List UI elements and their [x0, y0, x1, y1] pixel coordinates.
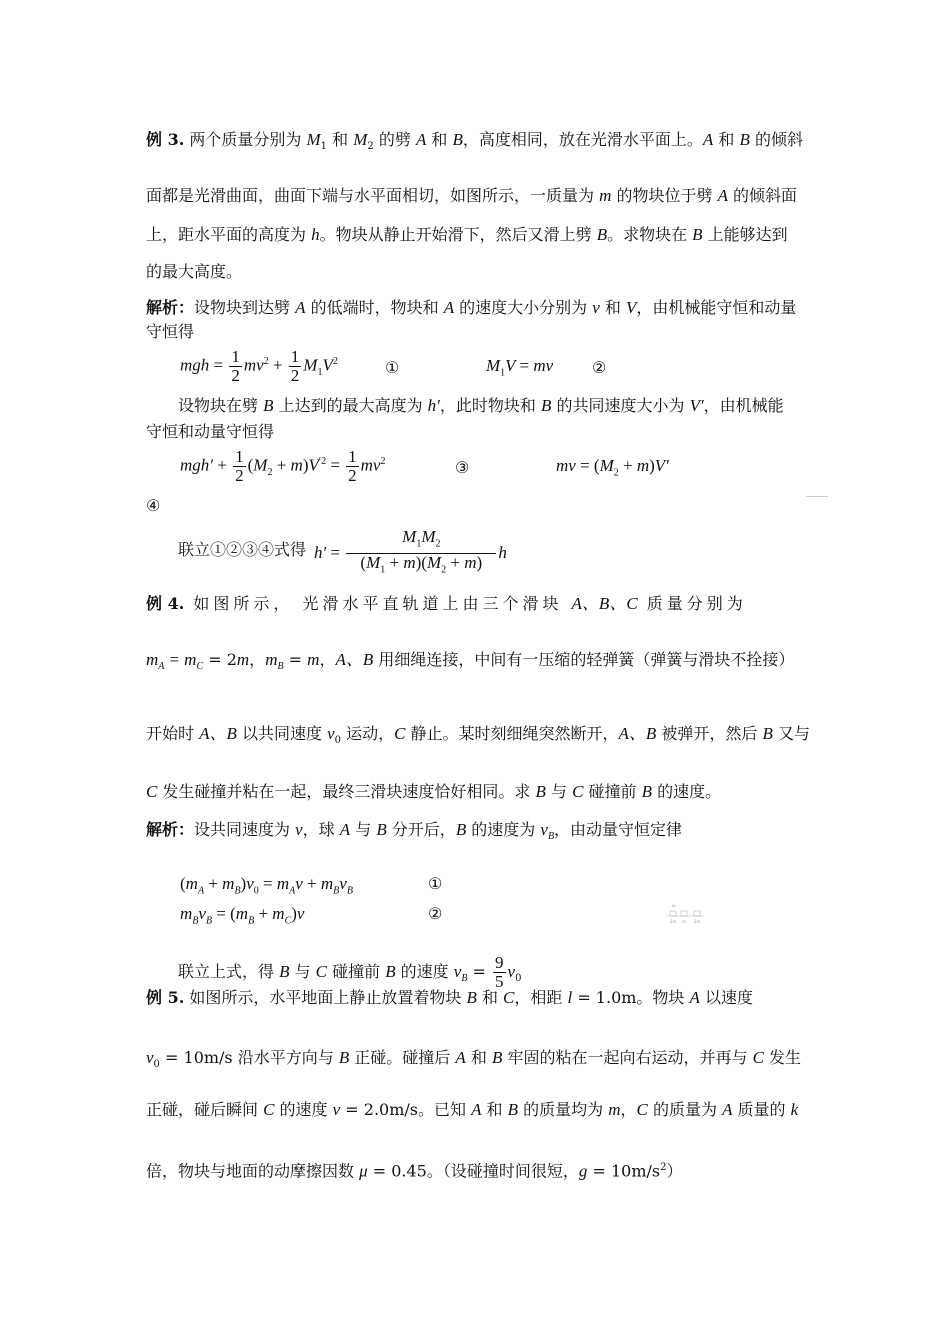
- equation-4-2-number: ②: [428, 904, 443, 923]
- equation-3: mgh′ + $\frac{1}{2}$ $(M_2 + m)V^{'2}$ = $\frac{1}{2}$ $mv^2$: [180, 447, 386, 485]
- example-3-line-3: 上，距水平面的高度为 h。物块从静止开始滑下，然后又滑上劈 B。求物块在 B 上能够达到: [146, 225, 788, 244]
- example-3-line-1: 例 3. 两个质量分别为 $M_1$ 和 $M_2$ 的劈 A 和 B，高度相同，放在光滑水平面上。A 和 B 的倾斜: [146, 130, 803, 153]
- equation-1: mgh = $\frac{1}{2}$ $mv^2$ + $\frac{1}{2}$ $M_1V^2$: [180, 347, 338, 385]
- solution-3-line-2: 守恒得: [146, 322, 195, 341]
- example-3-line-2: 面都是光滑曲面，曲面下端与水平面相切，如图所示，一质量为 m 的物块位于劈 A 的倾斜面: [146, 186, 798, 205]
- solution-3-result: h′ = $\frac{M_1M_2}{(M_1 + m)(M_2 + m)}$ h: [314, 527, 507, 576]
- figure-3-thumbnail: [806, 486, 828, 497]
- example-4-line-1: 例 4. 如图所示， 光滑水平直轨道上由三个滑块 A、B、C 质量分别为: [146, 594, 747, 613]
- solution-4-line-2: 联立上式，得 B 与 C 碰撞前 B 的速度 $v_B$ = $\frac{9}{5}$ $v_0$: [178, 953, 522, 991]
- equation-1-number: ①: [385, 358, 400, 377]
- figure-4-thumbnail: [664, 902, 706, 926]
- block-c: [694, 911, 700, 916]
- example-4-line-2: $m_A = m_C = 2m$，$m_B = m$，A、B 用细绳连接，中间有一压缩的轻弹簧（弹簧与滑块不拴接）: [146, 650, 795, 673]
- equation-4: mv = $(M_2 + m)V'$: [556, 456, 669, 479]
- solution-3-line-3: 设物块在劈 B 上达到的最大高度为 h′，此时物块和 B 的共同速度大小为 V′，由机械能: [178, 396, 784, 415]
- solution-4-line-1: 解析：设共同速度为 v，球 A 与 B 分开后，B 的速度为 $v_B$，由动量守恒定律: [146, 820, 683, 843]
- fig4-label-v0: v₀: [672, 903, 676, 908]
- equation-3-number: ③: [455, 458, 470, 477]
- fig4-label-2m-c: 2m: [694, 919, 701, 924]
- equation-4-1-number: ①: [428, 874, 443, 893]
- equation-4-1: $(m_A + m_B)v_0 = m_Av + m_Bv_B$: [180, 874, 353, 897]
- example-4-line-3: 开始时 A、B 以共同速度 $v_0$ 运动，C 静止。某时刻细绳突然断开，A、B 被弹开，然后 B 又与: [146, 724, 810, 747]
- example-4-line-4: C 发生碰撞并粘在一起，最终三滑块速度恰好相同。求 B 与 C 碰撞前 B 的速度。: [146, 782, 722, 801]
- block-b: [681, 911, 687, 916]
- equation-4-number: ④: [146, 496, 161, 515]
- example-5-line-1: 例 5. 如图所示，水平地面上静止放置着物块 B 和 C，相距 l = 1.0m。物块 A 以速度: [146, 988, 753, 1007]
- solution-3-combine-label: 联立①②③④式得: [178, 540, 307, 559]
- equation-2: $M_1V$ = mv: [486, 356, 554, 379]
- block-a: [670, 911, 676, 916]
- fig4-label-2m-a: 2m: [670, 919, 677, 924]
- solution-3-line-1: 解析：设物块到达劈 A 的低端时，物块和 A 的速度大小分别为 v 和 V，由机械能守恒和动量: [146, 298, 797, 317]
- fig4-label-m: m: [682, 919, 686, 924]
- equation-4-2: $m_Bv_B = (m_B + m_C)v$: [180, 904, 305, 927]
- example-5-line-4: 倍，物块与地面的动摩擦因数 μ = 0.45。（设碰撞时间很短，$g = 10m/s^2$）: [146, 1161, 683, 1181]
- solution-3-line-4: 守恒和动量守恒得: [146, 422, 275, 441]
- example-3-line-4: 的最大高度。: [146, 262, 243, 281]
- example-5-line-3: 正碰，碰后瞬间 C 的速度 v = 2.0m/s。已知 A 和 B 的质量均为 m，C 的质量为 A 质量的 k: [146, 1100, 799, 1119]
- example-5-line-2: $v_0 = 10m/s$ 沿水平方向与 B 正碰。碰撞后 A 和 B 牢固的粘在一起向右运动，并再与 C 发生: [146, 1048, 801, 1071]
- equation-2-number: ②: [592, 358, 607, 377]
